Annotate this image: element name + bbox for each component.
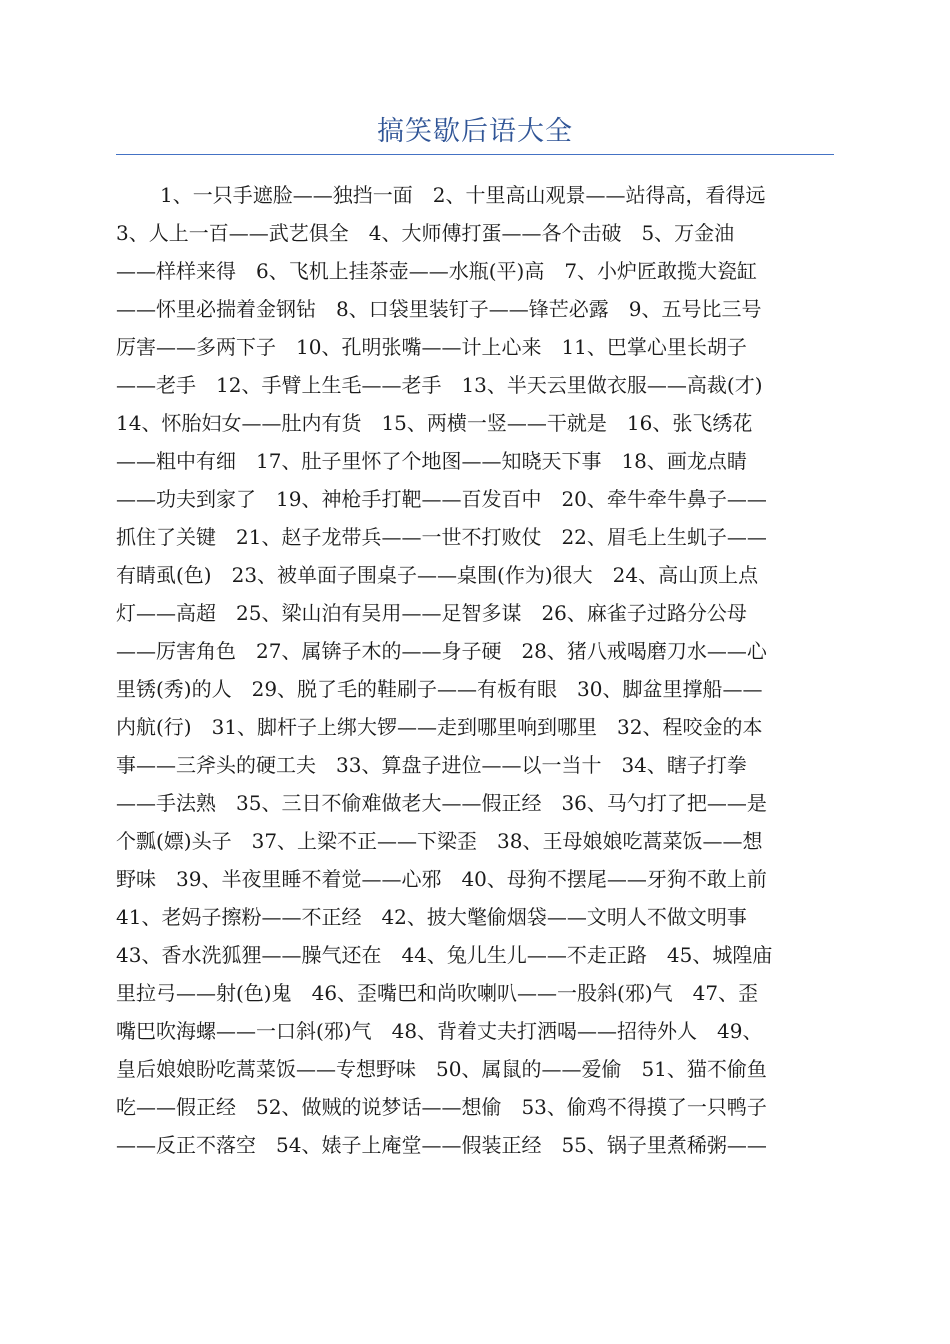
text-line: 厉害——多两下子 10、孔明张嘴——计上心来 11、巴掌心里长胡子 [116,335,747,359]
text-line: ——老手 12、手臂上生毛——老手 13、半天云里做衣服——高裁(才) [116,373,763,397]
text-line: 个瓢(嫖)头子 37、上梁不正——下梁歪 38、王母娘娘吃蒿菜饭——想 [116,829,763,853]
text-line: ——样样来得 6、飞机上挂茶壶——水瓶(平)高 7、小炉匠敢揽大瓷缸 [116,259,758,283]
text-line: ——粗中有细 17、肚子里怀了个地图——知晓天下事 18、画龙点睛 [116,449,747,473]
text-line: ——厉害角色 27、属锛子木的——身子硬 28、猪八戒喝磨刀水——心 [116,639,767,663]
text-line: 皇后娘娘盼吃蒿菜饭——专想野味 50、属鼠的——爱偷 51、猫不偷鱼 [116,1057,767,1081]
text-line: 灯——高超 25、梁山泊有吴用——足智多谋 26、麻雀子过路分公母 [116,601,747,625]
text-line: 里拉弓——射(色)鬼 46、歪嘴巴和尚吹喇叭——一股斜(邪)气 47、歪 [116,981,759,1005]
text-line: 1、一只手遮脸——独挡一面 2、十里高山观景——站得高，看得远 [160,183,766,207]
text-line: 嘴巴吹海螺——一口斜(邪)气 48、背着丈夫打洒喝——招待外人 49、 [116,1019,763,1043]
text-line: 里锈(秀)的人 29、脱了毛的鞋刷子——有板有眼 30、脚盆里撑船—— [116,677,763,701]
text-line: 野味 39、半夜里睡不着觉——心邪 40、母狗不摆尾——牙狗不敢上前 [116,867,767,891]
text-line: 14、怀胎妇女——肚内有货 15、两横一竖——干就是 16、张飞绣花 [116,411,753,435]
body-text [116,176,834,1164]
title-underline [116,154,834,155]
text-line: 抓住了关键 21、赵子龙带兵——一世不打败仗 22、眉毛上生虮子—— [116,525,767,549]
text-line: ——手法熟 35、三日不偷难做老大——假正经 36、马勺打了把——是 [116,791,767,815]
text-line: ——功夫到家了 19、神枪手打靶——百发百中 20、牵牛牵牛鼻子—— [116,487,767,511]
text-line: 事——三斧头的硬工夫 33、算盘子进位——以一当十 34、瞎子打拳 [116,753,747,777]
text-line: 41、老妈子擦粉——不正经 42、披大氅偷烟袋——文明人不做文明事 [116,905,747,929]
text-line: 内航(行) 31、脚杆子上绑大锣——走到哪里响到哪里 32、程咬金的本 [116,715,763,739]
text-line: 有睛虱(色) 23、被单面子围桌子——桌围(作为)很大 24、高山顶上点 [116,563,759,587]
text-line: ——怀里必揣着金钢钻 8、口袋里装钉子——锋芒必露 9、五号比三号 [116,297,762,321]
text-line: ——反正不落空 54、婊子上庵堂——假装正经 55、锅子里煮稀粥—— [116,1133,767,1157]
page-title: 搞笑歇后语大全 [377,116,573,147]
text-line: 43、香水洗狐狸——臊气还在 44、兔儿生儿——不走正路 45、城隍庙 [116,943,773,967]
text-line: 3、人上一百——武艺俱全 4、大师傅打蛋——各个击破 5、万金油 [116,221,735,245]
text-line: 吃——假正经 52、做贼的说梦话——想偷 53、偷鸡不得摸了一只鸭子 [116,1095,767,1119]
